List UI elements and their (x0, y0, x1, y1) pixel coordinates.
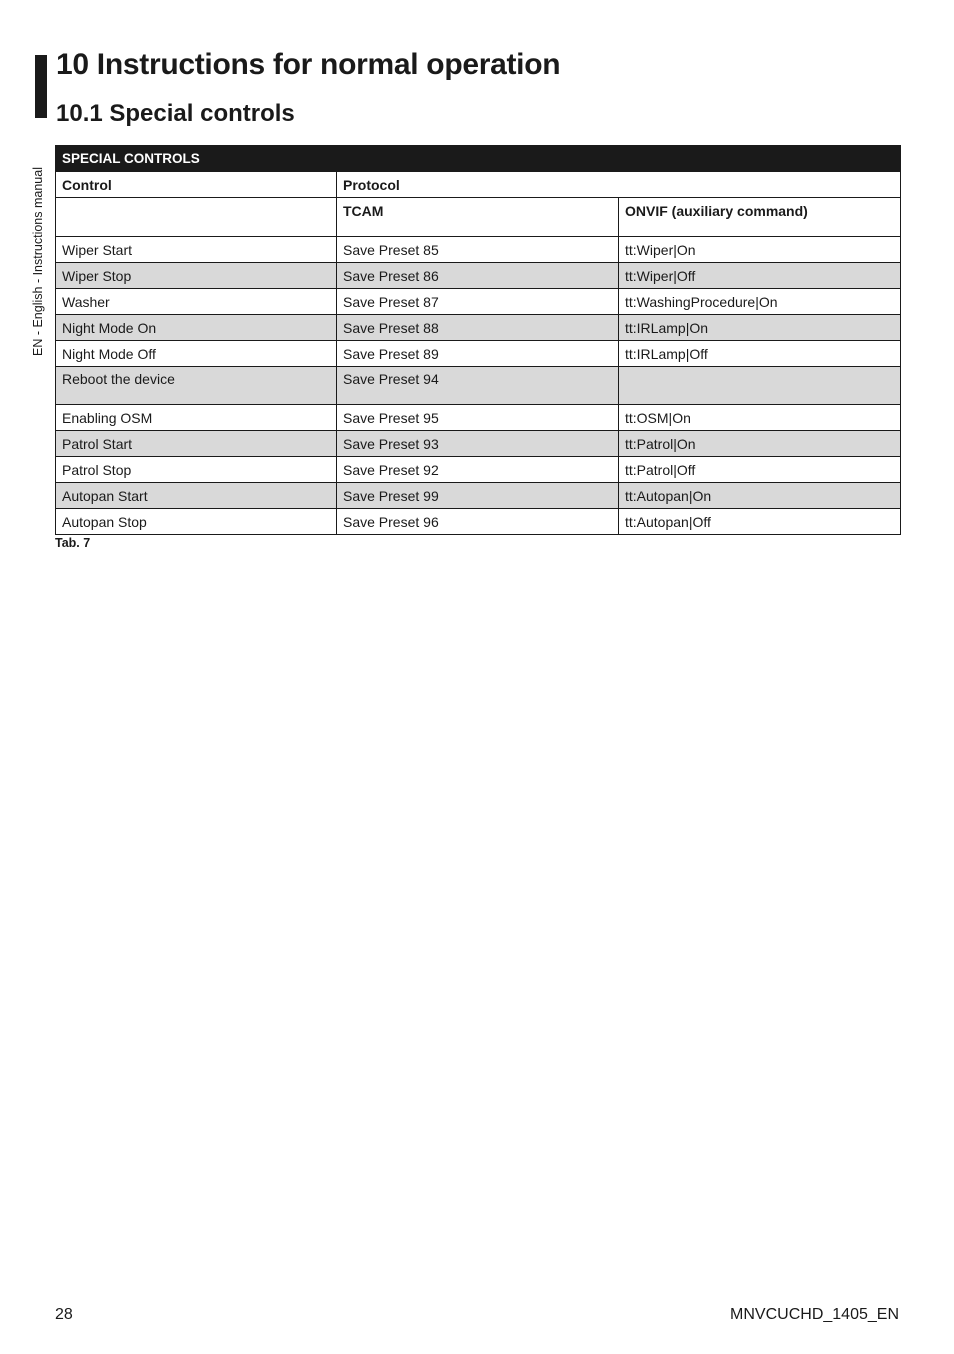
table-row (56, 315, 901, 341)
cell-tcam: Save Preset 99 (337, 483, 619, 509)
cell-control: Autopan Start (56, 483, 337, 509)
table-title: SPECIAL CONTROLS (56, 146, 901, 172)
header-protocol: Protocol (337, 172, 901, 198)
cell-onvif: tt:Wiper|Off (619, 263, 901, 289)
cell-onvif: tt:Wiper|On (619, 237, 901, 263)
cell-control: Night Mode On (56, 315, 337, 341)
table-row (56, 509, 901, 535)
cell-tcam: Save Preset 89 (337, 341, 619, 367)
cell-onvif (619, 367, 901, 405)
table-row (56, 367, 901, 405)
table-row (56, 457, 901, 483)
cell-control: Patrol Start (56, 431, 337, 457)
table-row (56, 405, 901, 431)
cell-tcam: Save Preset 95 (337, 405, 619, 431)
cell-control: Night Mode Off (56, 341, 337, 367)
header-onvif: ONVIF (auxiliary command) (619, 198, 901, 237)
cell-onvif: tt:WashingProcedure|On (619, 289, 901, 315)
table-row (56, 341, 901, 367)
cell-tcam: Save Preset 87 (337, 289, 619, 315)
table-row (56, 237, 901, 263)
cell-tcam: Save Preset 96 (337, 509, 619, 535)
table-subheader-row (56, 198, 901, 237)
cell-onvif: tt:Autopan|Off (619, 509, 901, 535)
cell-tcam: Save Preset 93 (337, 431, 619, 457)
document-code: MNVCUCHD_1405_EN (730, 1306, 899, 1323)
section-marker-bar (35, 55, 47, 118)
cell-onvif: tt:OSM|On (619, 405, 901, 431)
table-header-row (56, 172, 901, 198)
page-number: 28 (55, 1306, 73, 1323)
cell-onvif: tt:Patrol|On (619, 431, 901, 457)
table-row (56, 263, 901, 289)
side-language-label: EN - English - Instructions manual (31, 167, 45, 356)
cell-tcam: Save Preset 94 (337, 367, 619, 405)
table-title-row (56, 146, 901, 172)
cell-control: Washer (56, 289, 337, 315)
cell-tcam: Save Preset 92 (337, 457, 619, 483)
cell-control: Wiper Stop (56, 263, 337, 289)
cell-control: Autopan Stop (56, 509, 337, 535)
section-title: 10.1 Special controls (56, 100, 295, 127)
cell-onvif: tt:IRLamp|On (619, 315, 901, 341)
cell-onvif: tt:IRLamp|Off (619, 341, 901, 367)
table-caption: Tab. 7 (55, 536, 91, 550)
header-control: Control (56, 172, 337, 198)
cell-control: Enabling OSM (56, 405, 337, 431)
cell-tcam: Save Preset 86 (337, 263, 619, 289)
special-controls-table (55, 145, 901, 535)
cell-control: Wiper Start (56, 237, 337, 263)
table-row (56, 483, 901, 509)
cell-control: Reboot the device (56, 367, 337, 405)
table-row (56, 431, 901, 457)
header-tcam: TCAM (337, 198, 619, 237)
table-row (56, 289, 901, 315)
cell-control: Patrol Stop (56, 457, 337, 483)
cell-onvif: tt:Autopan|On (619, 483, 901, 509)
cell-onvif: tt:Patrol|Off (619, 457, 901, 483)
page-title: 10 Instructions for normal operation (56, 48, 561, 81)
header-empty (56, 198, 337, 237)
cell-tcam: Save Preset 88 (337, 315, 619, 341)
cell-tcam: Save Preset 85 (337, 237, 619, 263)
